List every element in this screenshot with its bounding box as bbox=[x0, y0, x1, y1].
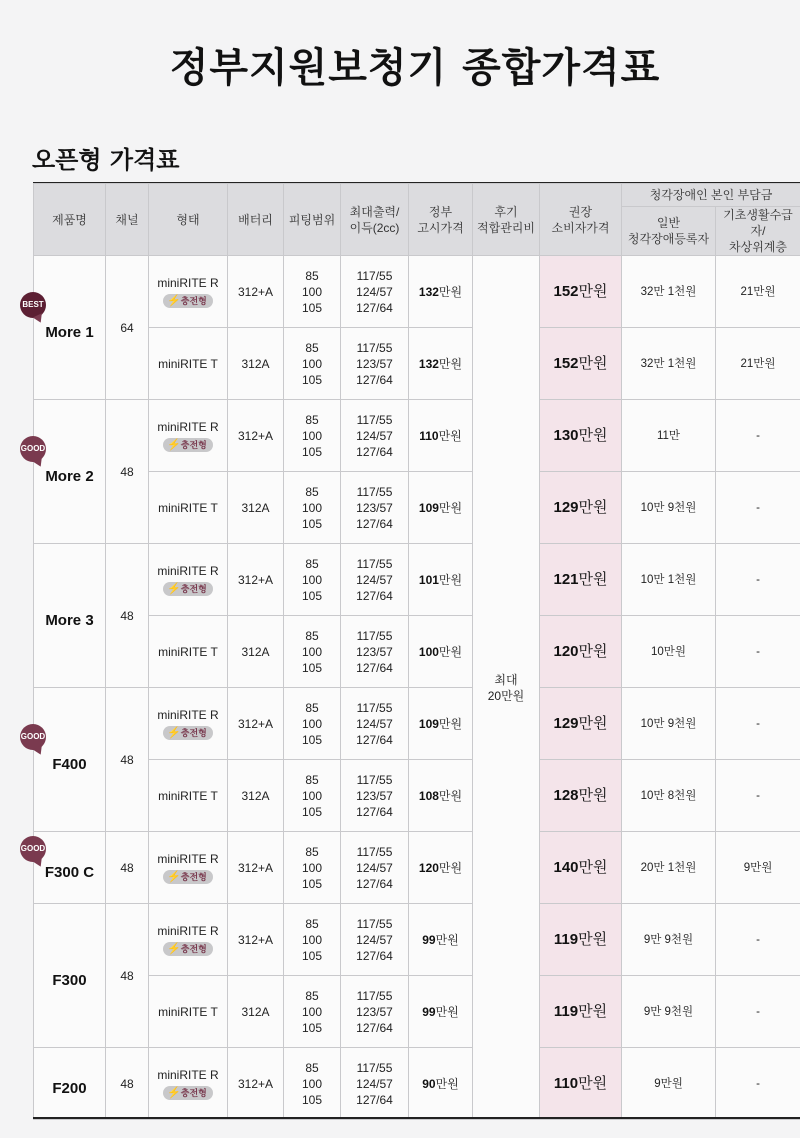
bolt-icon: ⚡ bbox=[167, 439, 181, 451]
table-row bbox=[34, 616, 800, 688]
output-cell: 117/55 124/57 127/64 bbox=[341, 832, 409, 904]
recommended-price-cell: 119만원 bbox=[540, 904, 622, 976]
battery-cell: 312+A bbox=[228, 400, 284, 472]
basic-burden-cell: - bbox=[716, 976, 800, 1048]
general-burden-cell: 9만원 bbox=[622, 1048, 716, 1120]
product-name: More 3 bbox=[45, 611, 94, 629]
charge-tag: ⚡충전형 bbox=[163, 942, 213, 956]
output-cell: 117/55 124/57 127/64 bbox=[341, 1048, 409, 1120]
fitting-cell: 85 100 105 bbox=[284, 760, 341, 832]
rating-badge: GOOD bbox=[20, 836, 46, 862]
product-name: F400 bbox=[52, 755, 87, 773]
form-cell bbox=[149, 904, 228, 976]
gov-price-cell: 101만원 bbox=[409, 544, 473, 616]
general-burden-cell: 11만 bbox=[622, 400, 716, 472]
rating-badge: BEST bbox=[20, 292, 46, 318]
basic-burden-cell: - bbox=[716, 760, 800, 832]
basic-burden-cell: - bbox=[716, 616, 800, 688]
product-name-cell bbox=[34, 544, 106, 688]
fitting-cell: 85 100 105 bbox=[284, 904, 341, 976]
product-name: More 1 bbox=[45, 323, 94, 341]
basic-burden-cell: - bbox=[716, 1048, 800, 1120]
header-burden: 청각장애인 본인 부담금 bbox=[622, 184, 800, 207]
channel-cell: 48 bbox=[106, 832, 149, 904]
battery-cell: 312+A bbox=[228, 688, 284, 760]
product-name: F300 C bbox=[44, 863, 95, 881]
charge-tag: ⚡충전형 bbox=[163, 582, 213, 596]
form-label: miniRITE R bbox=[157, 924, 219, 938]
product-name-cell bbox=[20, 688, 106, 832]
basic-burden-cell: - bbox=[716, 472, 800, 544]
channel-cell: 48 bbox=[106, 400, 149, 544]
header-fitting: 피팅범위 bbox=[284, 184, 341, 256]
general-burden-cell: 10만 9천원 bbox=[622, 472, 716, 544]
gov-price-cell: 109만원 bbox=[409, 688, 473, 760]
header-recommended-price: 권장 소비자가격 bbox=[540, 184, 622, 256]
form-cell bbox=[149, 616, 228, 688]
gov-price-cell: 110만원 bbox=[409, 400, 473, 472]
bolt-icon: ⚡ bbox=[167, 943, 181, 955]
fitting-cell: 85 100 105 bbox=[284, 256, 341, 328]
channel-cell: 48 bbox=[106, 544, 149, 688]
recommended-price-cell: 152만원 bbox=[540, 328, 622, 400]
general-burden-cell: 32만 1천원 bbox=[622, 328, 716, 400]
page-title: 정부지원보청기 종합가격표 bbox=[169, 45, 661, 91]
battery-cell: 312+A bbox=[228, 256, 284, 328]
recommended-price-cell: 152만원 bbox=[540, 256, 622, 328]
gov-price-cell: 132만원 bbox=[409, 328, 473, 400]
general-burden-cell: 9만 9천원 bbox=[622, 904, 716, 976]
basic-burden-cell: - bbox=[716, 544, 800, 616]
charge-tag: ⚡충전형 bbox=[163, 294, 213, 308]
product-name: More 2 bbox=[45, 467, 94, 485]
bolt-icon: ⚡ bbox=[167, 583, 181, 595]
output-cell: 117/55 124/57 127/64 bbox=[341, 400, 409, 472]
price-table bbox=[20, 183, 800, 1120]
output-cell: 117/55 124/57 127/64 bbox=[341, 544, 409, 616]
battery-cell: 312A bbox=[228, 472, 284, 544]
form-cell bbox=[149, 544, 228, 616]
form-label: miniRITE T bbox=[158, 788, 218, 803]
form-cell bbox=[149, 328, 228, 400]
fitting-cell: 85 100 105 bbox=[284, 400, 341, 472]
gov-price-cell: 132만원 bbox=[409, 256, 473, 328]
bolt-icon: ⚡ bbox=[167, 727, 181, 739]
output-cell: 117/55 124/57 127/64 bbox=[341, 688, 409, 760]
form-label: miniRITE R bbox=[157, 564, 219, 578]
battery-cell: 312A bbox=[228, 616, 284, 688]
output-cell: 117/55 124/57 127/64 bbox=[341, 904, 409, 976]
form-label: miniRITE T bbox=[158, 1004, 218, 1019]
section-title: 오픈형 가격표 bbox=[32, 146, 180, 174]
table-row bbox=[34, 904, 800, 976]
output-cell: 117/55 123/57 127/64 bbox=[341, 328, 409, 400]
output-cell: 117/55 123/57 127/64 bbox=[341, 472, 409, 544]
table-row bbox=[34, 832, 800, 904]
form-label: miniRITE R bbox=[157, 852, 219, 866]
form-cell bbox=[149, 760, 228, 832]
header-battery: 배터리 bbox=[228, 184, 284, 256]
table-row bbox=[34, 976, 800, 1048]
recommended-price-cell: 128만원 bbox=[540, 760, 622, 832]
general-burden-cell: 10만 8천원 bbox=[622, 760, 716, 832]
bolt-icon: ⚡ bbox=[167, 871, 181, 883]
header-form: 형태 bbox=[149, 184, 228, 256]
charge-tag: ⚡충전형 bbox=[163, 438, 213, 452]
header-gov-price: 정부 고시가격 bbox=[409, 184, 473, 256]
general-burden-cell: 32만 1천원 bbox=[622, 256, 716, 328]
product-name-cell bbox=[34, 904, 106, 1048]
channel-cell: 64 bbox=[106, 256, 149, 400]
table-row bbox=[34, 472, 800, 544]
form-cell bbox=[149, 688, 228, 760]
gov-price-cell: 99만원 bbox=[409, 976, 473, 1048]
form-cell bbox=[149, 256, 228, 328]
table-bottom-rule bbox=[33, 1117, 800, 1119]
general-burden-cell: 10만 1천원 bbox=[622, 544, 716, 616]
table-row bbox=[34, 400, 800, 472]
battery-cell: 312A bbox=[228, 328, 284, 400]
output-cell: 117/55 124/57 127/64 bbox=[341, 256, 409, 328]
fitting-cell: 85 100 105 bbox=[284, 544, 341, 616]
general-burden-cell: 10만 9천원 bbox=[622, 688, 716, 760]
fitting-cell: 85 100 105 bbox=[284, 688, 341, 760]
table-row bbox=[34, 688, 800, 760]
basic-burden-cell: 21만원 bbox=[716, 328, 800, 400]
gov-price-cell: 100만원 bbox=[409, 616, 473, 688]
form-label: miniRITE R bbox=[157, 1068, 219, 1082]
recommended-price-cell: 110만원 bbox=[540, 1048, 622, 1120]
header-general: 일반 청각장애등록자 bbox=[622, 207, 716, 256]
form-label: miniRITE R bbox=[157, 276, 219, 290]
product-name-cell bbox=[22, 256, 106, 400]
price-table-body bbox=[20, 256, 800, 1120]
basic-burden-cell: 21만원 bbox=[716, 256, 800, 328]
form-label: miniRITE T bbox=[158, 644, 218, 659]
header-after-care: 후기 적합관리비 bbox=[473, 184, 540, 256]
battery-cell: 312A bbox=[228, 976, 284, 1048]
table-row bbox=[34, 1048, 800, 1120]
product-name: F300 bbox=[52, 971, 87, 989]
battery-cell: 312+A bbox=[228, 1048, 284, 1120]
battery-cell: 312+A bbox=[228, 904, 284, 976]
battery-cell: 312+A bbox=[228, 544, 284, 616]
header-output: 최대출력/ 이득(2cc) bbox=[341, 184, 409, 256]
fitting-cell: 85 100 105 bbox=[284, 472, 341, 544]
form-cell bbox=[149, 472, 228, 544]
product-name-cell bbox=[20, 832, 106, 904]
header-basic: 기초생활수급자/ 차상위계층 bbox=[716, 207, 800, 256]
recommended-price-cell: 120만원 bbox=[540, 616, 622, 688]
form-cell bbox=[149, 1048, 228, 1120]
gov-price-cell: 109만원 bbox=[409, 472, 473, 544]
gov-price-cell: 108만원 bbox=[409, 760, 473, 832]
table-row bbox=[34, 544, 800, 616]
form-cell bbox=[149, 976, 228, 1048]
table-row bbox=[34, 760, 800, 832]
output-cell: 117/55 123/57 127/64 bbox=[341, 976, 409, 1048]
basic-burden-cell: - bbox=[716, 688, 800, 760]
gov-price-cell: 120만원 bbox=[409, 832, 473, 904]
header-name: 제품명 bbox=[34, 184, 106, 256]
gov-price-cell: 90만원 bbox=[409, 1048, 473, 1120]
output-cell: 117/55 123/57 127/64 bbox=[341, 760, 409, 832]
battery-cell: 312+A bbox=[228, 832, 284, 904]
basic-burden-cell: - bbox=[716, 904, 800, 976]
form-label: miniRITE R bbox=[157, 420, 219, 434]
recommended-price-cell: 130만원 bbox=[540, 400, 622, 472]
table-row bbox=[34, 256, 800, 328]
general-burden-cell: 10만원 bbox=[622, 616, 716, 688]
fitting-cell: 85 100 105 bbox=[284, 832, 341, 904]
fitting-cell: 85 100 105 bbox=[284, 1048, 341, 1120]
table-row bbox=[34, 328, 800, 400]
bolt-icon: ⚡ bbox=[167, 1087, 181, 1099]
gov-price-cell: 99만원 bbox=[409, 904, 473, 976]
rating-badge: GOOD bbox=[20, 436, 46, 462]
recommended-price-cell: 121만원 bbox=[540, 544, 622, 616]
form-label: miniRITE R bbox=[157, 708, 219, 722]
product-name-cell bbox=[20, 400, 106, 544]
form-label: miniRITE T bbox=[158, 356, 218, 371]
basic-burden-cell: - bbox=[716, 400, 800, 472]
charge-tag: ⚡충전형 bbox=[163, 1086, 213, 1100]
battery-cell: 312A bbox=[228, 760, 284, 832]
output-cell: 117/55 123/57 127/64 bbox=[341, 616, 409, 688]
general-burden-cell: 9만 9천원 bbox=[622, 976, 716, 1048]
product-name: F200 bbox=[52, 1079, 87, 1097]
channel-cell: 48 bbox=[106, 688, 149, 832]
recommended-price-cell: 129만원 bbox=[540, 472, 622, 544]
recommended-price-cell: 140만원 bbox=[540, 832, 622, 904]
rating-badge: GOOD bbox=[20, 724, 46, 750]
form-cell bbox=[149, 400, 228, 472]
form-cell bbox=[149, 832, 228, 904]
fitting-cell: 85 100 105 bbox=[284, 616, 341, 688]
general-burden-cell: 20만 1천원 bbox=[622, 832, 716, 904]
product-name-cell bbox=[34, 1048, 106, 1120]
recommended-price-cell: 119만원 bbox=[540, 976, 622, 1048]
basic-burden-cell: 9만원 bbox=[716, 832, 800, 904]
channel-cell: 48 bbox=[106, 1048, 149, 1120]
fitting-cell: 85 100 105 bbox=[284, 976, 341, 1048]
charge-tag: ⚡충전형 bbox=[163, 726, 213, 740]
bolt-icon: ⚡ bbox=[167, 295, 181, 307]
after-care-cell: 최대 20만원 bbox=[473, 256, 540, 1120]
header-channel: 채널 bbox=[106, 184, 149, 256]
fitting-cell: 85 100 105 bbox=[284, 328, 341, 400]
form-label: miniRITE T bbox=[158, 500, 218, 515]
charge-tag: ⚡충전형 bbox=[163, 870, 213, 884]
recommended-price-cell: 129만원 bbox=[540, 688, 622, 760]
channel-cell: 48 bbox=[106, 904, 149, 1048]
